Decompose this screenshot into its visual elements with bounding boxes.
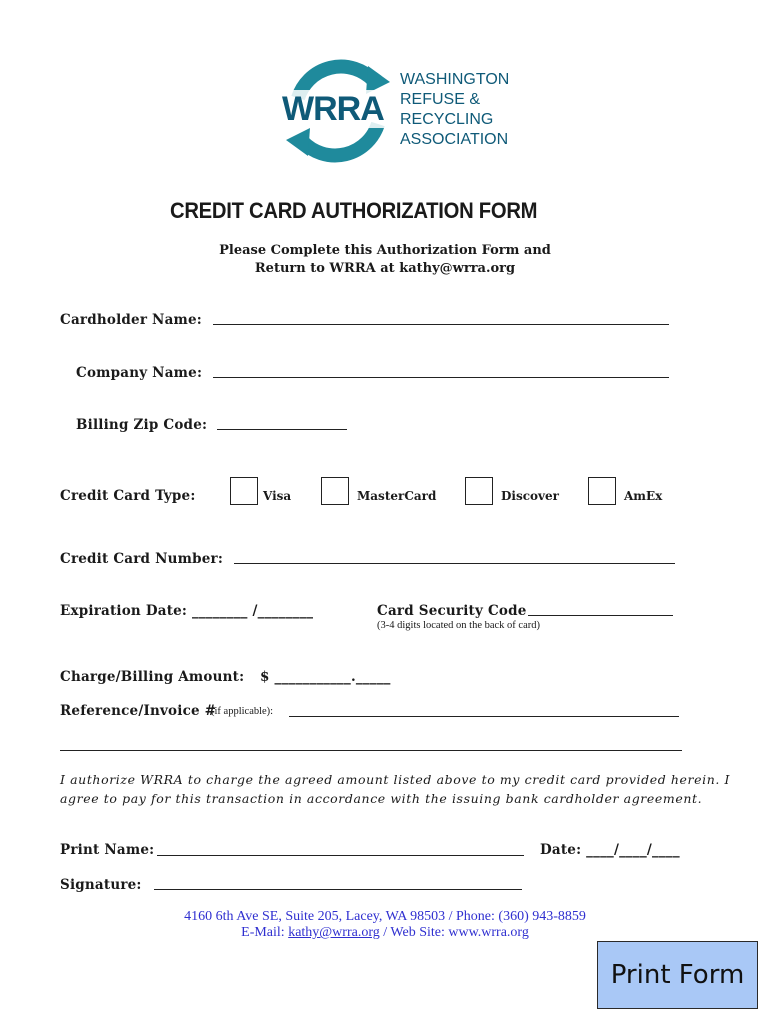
wrra-logo	[278, 58, 508, 164]
email-link[interactable]: kathy@wrra.org	[288, 925, 380, 940]
subtitle-line-2: Return to WRRA at kathy@wrra.org	[254, 261, 516, 276]
reference-extra-line[interactable]	[60, 750, 682, 751]
cardholder-name-label: Cardholder Name:	[60, 312, 202, 328]
amount-label: Charge/Billing Amount:	[60, 669, 245, 685]
security-code-label: Card Security Code	[377, 603, 527, 619]
reference-note: (if applicable):	[211, 706, 274, 717]
amount-field[interactable]: $ ___________._____	[260, 669, 391, 685]
cardholder-name-field[interactable]	[213, 324, 669, 325]
signature-label: Signature:	[60, 877, 142, 893]
company-name-label: Company Name:	[76, 365, 203, 381]
security-code-field[interactable]	[528, 615, 673, 616]
reference-field[interactable]	[289, 716, 679, 717]
form-title: CREDIT CARD AUTHORIZATION FORM	[170, 198, 538, 223]
mastercard-label: MasterCard	[357, 489, 437, 503]
expiration-date-field[interactable]: Expiration Date: ________ /________	[60, 603, 314, 619]
mastercard-checkbox[interactable]	[321, 477, 349, 505]
company-name-field[interactable]	[213, 377, 669, 378]
logo-line: ASSOCIATION	[400, 131, 509, 148]
visa-checkbox[interactable]	[230, 477, 258, 505]
logo-line: WASHINGTON	[400, 71, 510, 88]
signature-field[interactable]	[154, 889, 522, 890]
amex-checkbox[interactable]	[588, 477, 616, 505]
footer-email-prefix: E-Mail:	[241, 925, 289, 940]
card-number-label: Credit Card Number:	[60, 551, 224, 567]
logo-mark: WRRA	[282, 90, 384, 128]
print-name-label: Print Name:	[60, 842, 155, 858]
authorization-text-1: I authorize WRRA to charge the agreed amount listed above to my credit card provided herein. I	[60, 772, 731, 787]
footer-contact	[0, 925, 770, 941]
reference-label: Reference/Invoice #	[60, 703, 217, 719]
security-code-note: (3-4 digits located on the back of card)	[377, 620, 540, 631]
card-type-label: Credit Card Type:	[60, 488, 196, 504]
visa-label: Visa	[263, 489, 292, 503]
card-number-field[interactable]	[234, 563, 675, 564]
footer-address: 4160 6th Ave SE, Suite 205, Lacey, WA 98503 / Phone: (360) 943-8859	[184, 909, 586, 924]
subtitle-line-1: Please Complete this Authorization Form and	[219, 243, 551, 258]
print-name-field[interactable]	[157, 855, 524, 856]
billing-zip-label: Billing Zip Code:	[76, 417, 208, 433]
date-field[interactable]: Date: ____/____/____	[540, 842, 680, 858]
discover-label: Discover	[501, 489, 559, 503]
amex-label: AmEx	[624, 489, 663, 503]
print-form-button[interactable]: Print Form	[597, 941, 758, 1009]
billing-zip-field[interactable]	[217, 429, 347, 430]
footer-web: / Web Site: www.wrra.org	[379, 925, 529, 940]
logo-line: REFUSE &	[400, 91, 481, 108]
logo-line: RECYCLING	[400, 111, 494, 128]
discover-checkbox[interactable]	[465, 477, 493, 505]
authorization-text-2: agree to pay for this transaction in accordance with the issuing bank cardholder agreement.	[60, 791, 703, 806]
